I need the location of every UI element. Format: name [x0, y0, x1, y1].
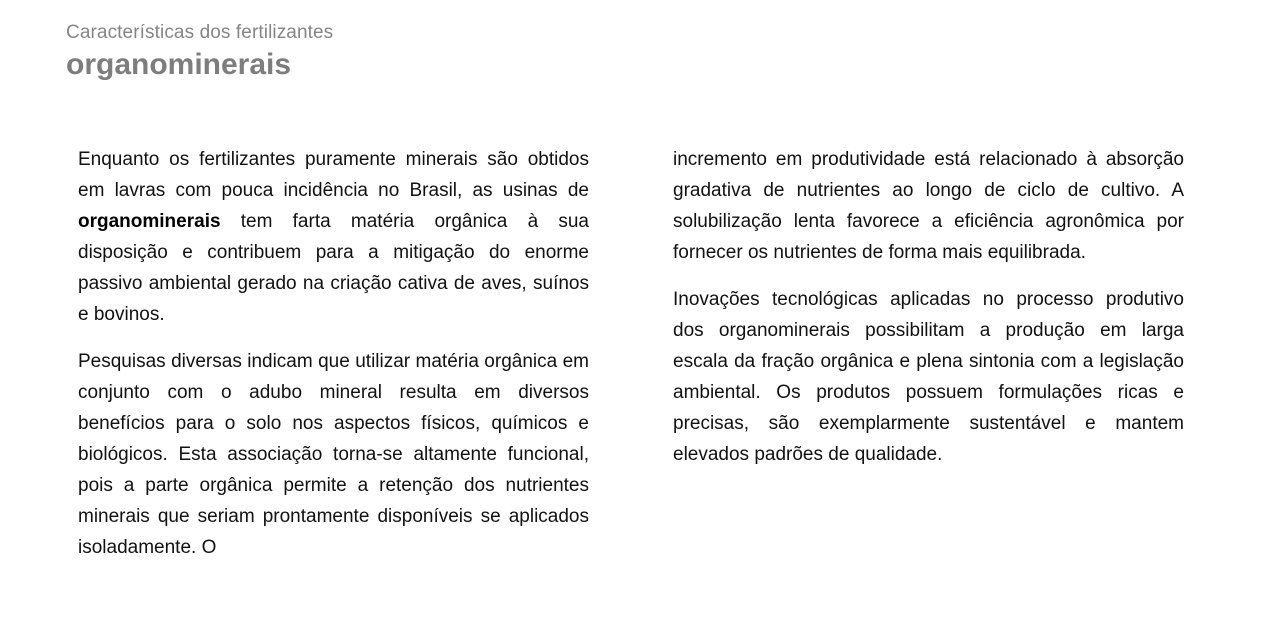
text-column-left [78, 144, 589, 579]
bold-term-organominerais: organominerais [78, 211, 221, 232]
paragraph-left-1 [78, 144, 589, 330]
paragraph-left-1-text-a: Enquanto os fertilizantes puramente minerais são obtidos em lavras com pouca incidência no Brasil, as usinas de [78, 149, 589, 201]
paragraph-left-2: Pesquisas diversas indicam que utilizar matéria orgânica em conjunto com o adubo mineral resulta em diversos benefícios para o solo nos aspectos físicos, químicos e biológicos. Esta associação torna-se altamente funcional, pois a parte orgânica permite a retenção dos nutrientes minerais que seriam prontamente disponíveis se aplicados isoladamente. O [78, 351, 589, 558]
paragraph-left-1-text-b: tem farta matéria orgânica à sua disposição e contribuem para a mitigação do enorme passivo ambiental gerado na criação cativa de aves, suínos e bovinos. [78, 211, 589, 325]
page-subtitle: Características dos fertilizantes [66, 22, 334, 43]
page-title: organominerais [66, 48, 292, 81]
text-column-right [673, 144, 1184, 486]
paragraph-right-1: incremento em produtividade está relacionado à absorção gradativa de nutrientes ao longo de ciclo de cultivo. A solubilização lenta favorece a eficiência agronômica por fornecer os nutrientes de forma mais equilibrada. [673, 149, 1184, 263]
paragraph-right-2: Inovações tecnológicas aplicadas no processo produtivo dos organominerais possibilitam a produção em larga escala da fração orgânica e plena sintonia com a legislação ambiental. Os produtos possuem formulações ricas e precisas, são exemplarmente sustentável e mantem elevados padrões de qualidade. [673, 289, 1184, 465]
page-header [66, 20, 333, 82]
